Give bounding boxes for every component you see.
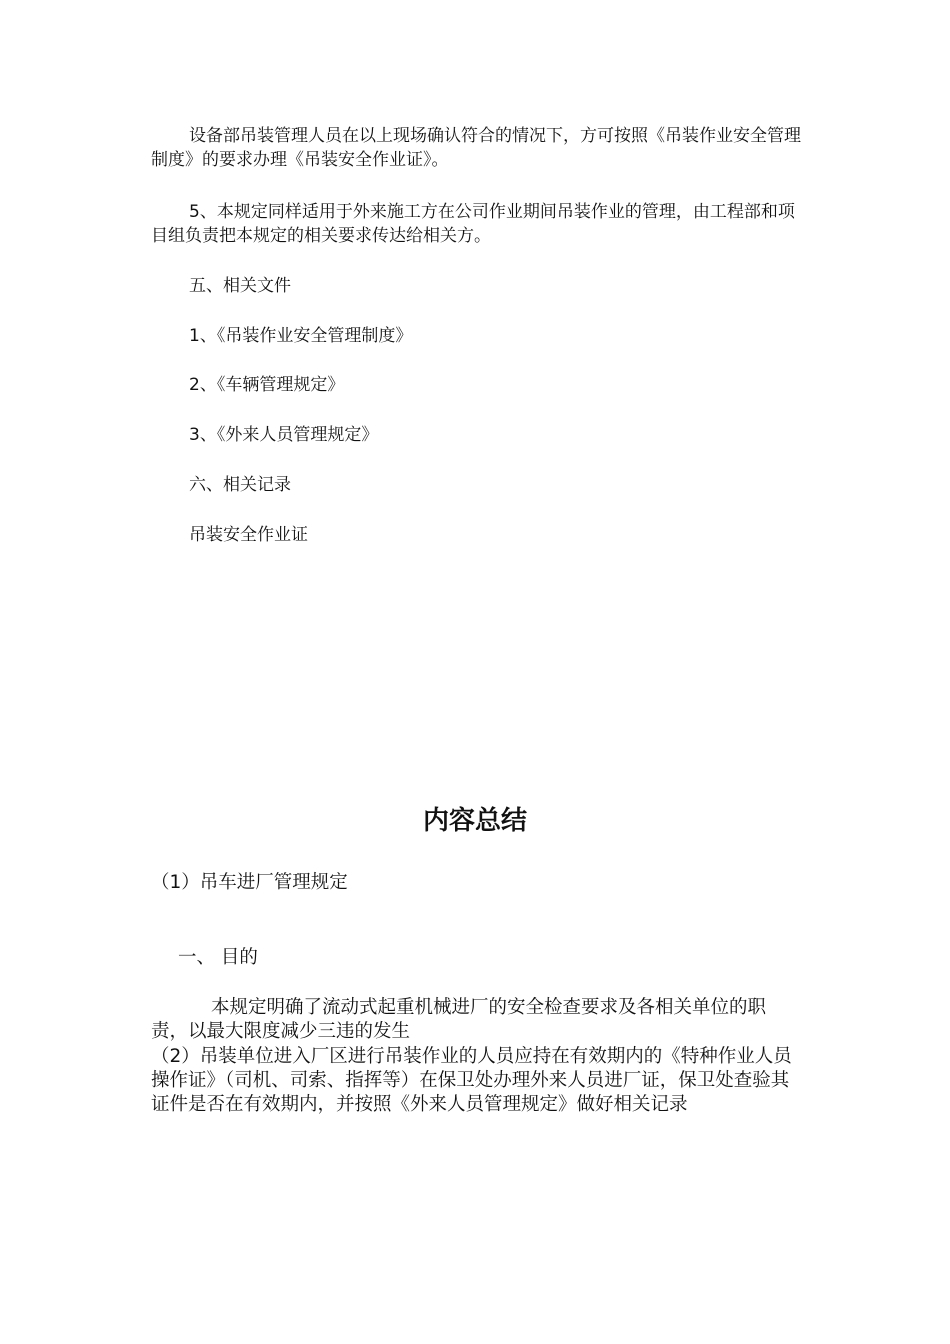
paragraph-equipment-confirmation: 设备部吊装管理人员在以上现场确认符合的情况下，方可按照《吊装作业安全管理制度》的要求办理《吊装安全作业证》。 <box>151 126 801 170</box>
summary-title: 内容总结 <box>422 806 527 836</box>
related-document-item: 3、《外来人员管理规定》 <box>189 425 379 445</box>
summary-item-personnel-certificates: （2）吊装单位进入厂区进行吊装作业的人员应持在有效期内的《特种作业人员操作证》（司机、司索、指挥等）在保卫处办理外来人员进厂证，保卫处查验其证件是否在有效期内，并按照《外来人员管理规定》做好相关记录 <box>151 1046 792 1115</box>
related-record-item: 吊装安全作业证 <box>189 525 308 545</box>
related-document-item: 1、《吊装作业安全管理制度》 <box>189 326 413 346</box>
summary-heading-purpose: 一、 目的 <box>178 947 258 968</box>
related-document-item: 2、《车辆管理规定》 <box>189 375 345 395</box>
summary-purpose-text: 本规定明确了流动式起重机械进厂的安全检查要求及各相关单位的职责，以最大限度减少三违的发生 <box>151 997 767 1042</box>
section-heading-related-records: 六、相关记录 <box>189 475 291 495</box>
paragraph-external-contractors: 5、本规定同样适用于外来施工方在公司作业期间吊装作业的管理，由工程部和项目组负责把本规定的相关要求传达给相关方。 <box>151 202 795 246</box>
section-heading-related-documents: 五、相关文件 <box>189 276 291 296</box>
summary-item-crane-entry: （1）吊车进厂管理规定 <box>151 872 348 893</box>
